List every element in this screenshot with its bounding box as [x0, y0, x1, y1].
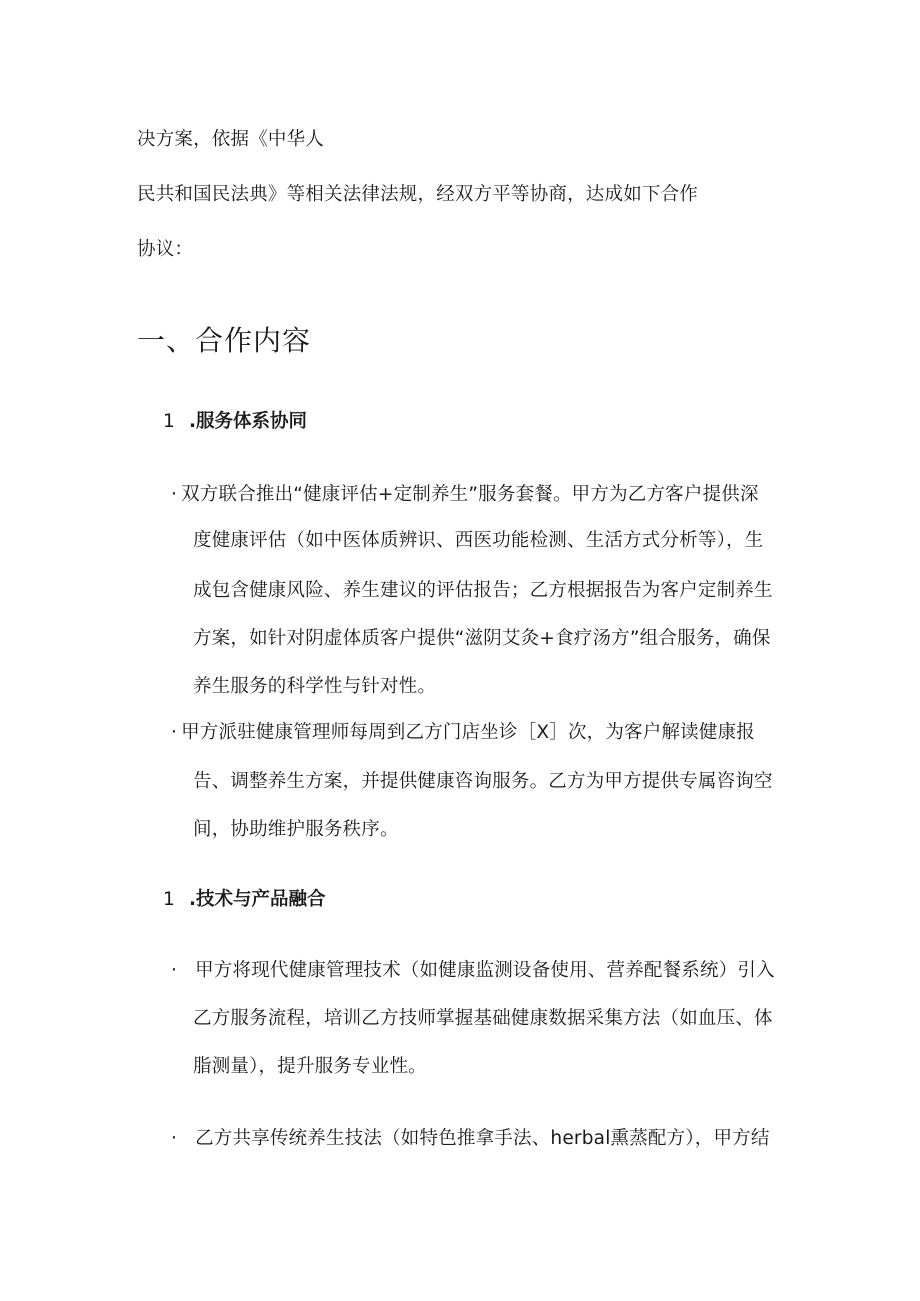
intro-line-2: 民共和国民法典》等相关法律法规，经双方平等协商，达成如下合作 — [137, 184, 699, 205]
bullet-line: 脂测量），提升服务专业性。 — [193, 1056, 427, 1077]
bullet-item — [171, 483, 759, 507]
bullet-line: 乙方服务流程，培训乙方技师掌握基础健康数据采集方法（如血压、体 — [193, 1008, 773, 1029]
bullet-line: 间，协助维护服务秩序。 — [193, 819, 399, 840]
intro-line-3: 协议： — [137, 239, 194, 260]
subsection-title: .技术与产品融合 — [189, 889, 326, 910]
bullet-line: 甲方派驻健康管理师每周到乙方门店坐诊［X］次，为客户解读健康报 — [181, 722, 755, 743]
bullet-marker: · — [171, 1128, 178, 1149]
bullet-marker: · — [171, 484, 178, 505]
bullet-line: 成包含健康风险、养生建议的评估报告；乙方根据报告为客户定制养生 — [193, 580, 773, 601]
bullet-line: 方案，如针对阴虚体质客户提供“滋阴艾灸+食疗汤方”组合服务，确保 — [193, 628, 771, 649]
bullet-item — [171, 959, 775, 983]
bullet-item — [171, 721, 755, 745]
bullet-line: 告、调整养生方案，并提供健康咨询服务。乙方为甲方提供专属咨询空 — [193, 771, 773, 792]
section-heading: 一、合作内容 — [137, 324, 312, 357]
bullet-marker: · — [171, 960, 178, 981]
intro-line-1: 决方案，依据《中华人 — [137, 129, 325, 150]
bullet-line: 养生服务的科学性与针对性。 — [193, 676, 437, 697]
bullet-line: 度健康评估（如中医体质辨识、西医功能检测、生活方式分析等），生 — [193, 530, 764, 551]
subsection-heading-1 — [163, 410, 307, 434]
bullet-marker: · — [171, 722, 178, 743]
subsection-heading-2 — [163, 888, 326, 912]
bullet-line: 乙方共享传统养生技法（如特色推拿手法、herbal熏蒸配方），甲方结 — [195, 1128, 770, 1149]
subsection-number: 1 — [163, 889, 175, 910]
subsection-title: .服务体系协同 — [189, 411, 308, 432]
bullet-line: 甲方将现代健康管理技术（如健康监测设备使用、营养配餐系统）引入 — [195, 960, 775, 981]
bullet-item — [171, 1127, 770, 1151]
bullet-line: 双方联合推出“健康评估+定制养生”服务套餐。甲方为乙方客户提供深 — [181, 484, 759, 505]
subsection-number: 1 — [163, 411, 175, 432]
